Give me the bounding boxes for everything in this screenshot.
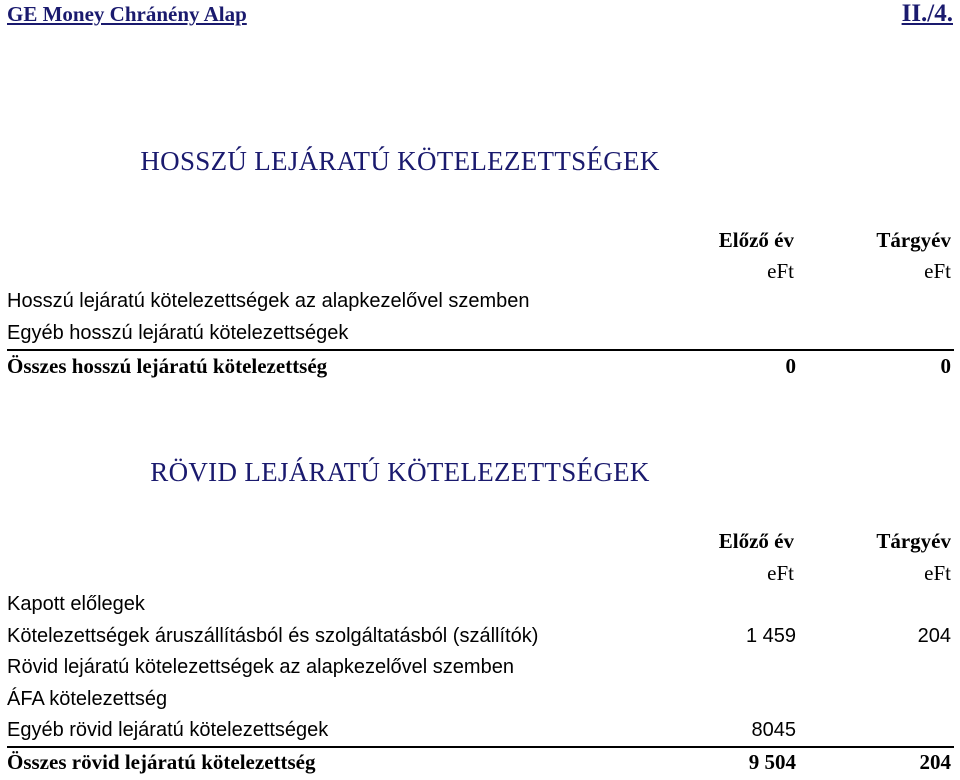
total-row xyxy=(7,750,953,780)
total-divider xyxy=(7,746,954,748)
row-prev-value: 1 459 xyxy=(745,625,796,647)
total-prev-value: 9 504 xyxy=(748,750,796,774)
short-term-col-curr-unit: eFt xyxy=(924,561,951,585)
row-label: ÁFA kötelezettség xyxy=(7,688,168,710)
fund-name: GE Money Chránény Alap xyxy=(7,2,247,26)
table-row xyxy=(7,322,953,352)
long-term-col-prev-unit: eFt xyxy=(767,259,794,283)
row-label: Rövid lejáratú kötelezettségek az alapkezelővel szemben xyxy=(7,656,514,678)
row-label: Kapott előlegek xyxy=(7,593,145,615)
table-row xyxy=(7,688,953,718)
short-term-col-prev-unit: eFt xyxy=(767,561,794,585)
total-curr-value: 204 xyxy=(919,750,951,774)
row-label: Egyéb rövid lejáratú kötelezettségek xyxy=(7,719,329,741)
short-term-col-prev-header: Előző év xyxy=(718,529,794,553)
total-row xyxy=(7,354,953,384)
long-term-col-curr-header: Tárgyév xyxy=(876,228,951,252)
total-divider xyxy=(7,349,954,351)
table-row xyxy=(7,656,953,686)
row-prev-value: 8045 xyxy=(751,719,796,741)
long-term-title: HOSSZÚ LEJÁRATÚ KÖTELEZETTSÉGEK xyxy=(140,146,660,176)
total-label: Összes rövid lejáratú kötelezettség xyxy=(7,750,316,774)
short-term-col-curr-header: Tárgyév xyxy=(876,529,951,553)
table-row xyxy=(7,290,953,320)
row-label: Kötelezettségek áruszállításból és szolgáltatásból (szállítók) xyxy=(7,625,539,647)
page-reference: II./4. xyxy=(901,0,953,27)
total-label: Összes hosszú lejáratú kötelezettség xyxy=(7,354,328,378)
row-label: Hosszú lejáratú kötelezettségek az alapkezelővel szemben xyxy=(7,290,530,312)
row-curr-value: 204 xyxy=(917,625,951,647)
row-label: Egyéb hosszú lejáratú kötelezettségek xyxy=(7,322,349,344)
table-row xyxy=(7,593,953,623)
short-term-title: RÖVID LEJÁRATÚ KÖTELEZETTSÉGEK xyxy=(150,457,650,487)
long-term-col-prev-header: Előző év xyxy=(718,228,794,252)
table-row xyxy=(7,625,953,655)
total-curr-value: 0 xyxy=(940,354,951,378)
long-term-col-curr-unit: eFt xyxy=(924,259,951,283)
table-row xyxy=(7,719,953,749)
total-prev-value: 0 xyxy=(785,354,796,378)
